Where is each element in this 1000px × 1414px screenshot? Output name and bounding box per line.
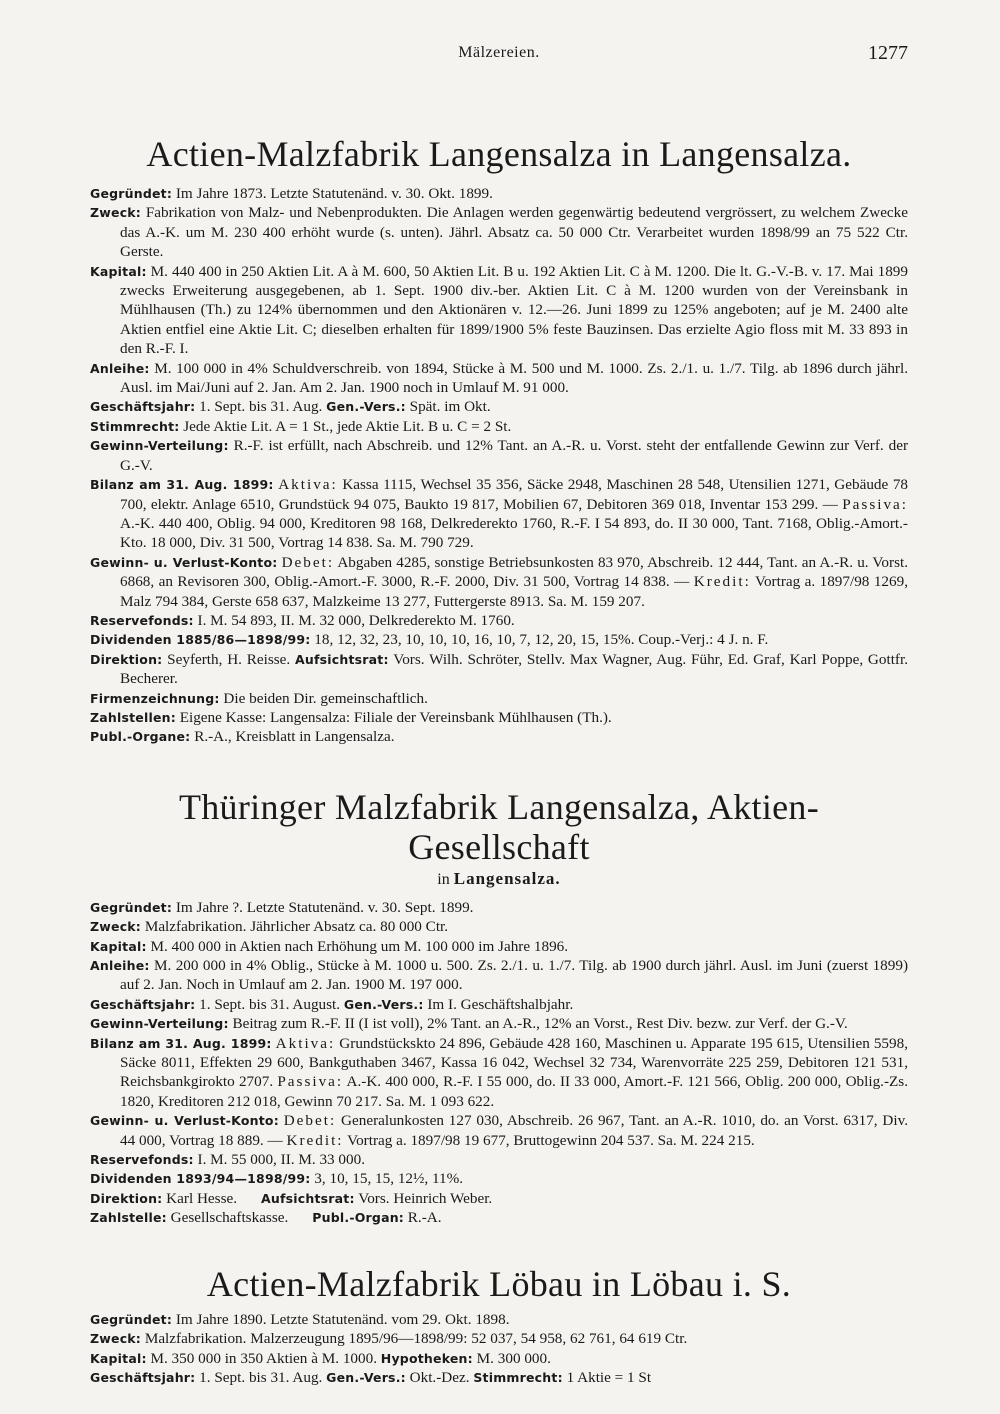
field-text: M. 200 000 in 4% Oblig., Stücke à M. 1000 u. 500. Zs. 2./1. u. 1./7. Tilg. ab 1900 durch jährl. Ausl. im Juni (zuerst 1899) auf 2. Jan. Noch in Umlauf am 2. Jan. 1900 M. 197 000. [120, 957, 909, 994]
field-label: Stimmrecht: [473, 1369, 563, 1385]
field-text: 18, 12, 32, 23, 10, 10, 10, 16, 10, 7, 12, 20, 15, 15%. Coup.-Verj.: 4 J. n. F. [314, 631, 769, 649]
field-label: Kapital: [90, 263, 147, 279]
field-anleihe [90, 359, 908, 398]
passiva-label: Passiva: [842, 495, 909, 513]
field-bilanz [90, 475, 908, 553]
section-title: Mälzereien. [458, 44, 540, 61]
field-reservefonds [90, 611, 908, 630]
field-text: M. 400 000 in Aktien nach Erhöhung um M. 100 000 im Jahre 1896. [150, 937, 569, 955]
field-gewinnkonto [90, 1111, 908, 1150]
field-label: Publ.-Organ: [312, 1210, 404, 1226]
aktiva-label: Aktiva: [278, 476, 338, 494]
page-number: 1277 [868, 42, 908, 64]
field-text: Okt.-Dez. [409, 1368, 470, 1386]
field-text: Malzfabrikation. Malzerzeugung 1895/96—1898/99: 52 037, 54 958, 62 761, 64 619 Ctr. [144, 1330, 688, 1348]
field-label: Anleihe: [90, 360, 150, 376]
field-label: Hypotheken: [380, 1350, 473, 1366]
field-text: Die beiden Dir. gemeinschaftlich. [223, 689, 428, 707]
field-label: Reservefonds: [90, 612, 194, 628]
field-label: Geschäftsjahr: [90, 1369, 196, 1385]
field-text: Vortrag a. 1897/98 19 677, Bruttogewinn 204 537. Sa. M. 224 215. [347, 1131, 755, 1149]
field-text: Gesellschaftskasse. [170, 1209, 289, 1227]
field-zahlstellen [90, 708, 908, 727]
field-label: Zweck: [90, 205, 142, 221]
field-text: M. 350 000 in 350 Aktien à M. 1000. [150, 1349, 377, 1367]
field-label: Gewinn-Verteilung: [90, 1016, 229, 1032]
entry-title-langensalza-actien: Actien-Malzfabrik Langensalza in Langensalza. [146, 134, 852, 174]
field-text: Spät. im Okt. [409, 398, 491, 416]
field-text: Karl Hesse. [166, 1189, 238, 1207]
field-text: R.-F. ist erfüllt, nach Abschreib. und 12% Tant. an A.-R. u. Vorst. steht der entfallende Gewinn zur Verf. der G.-V. [120, 437, 908, 474]
field-text: 1 Aktie = 1 St [566, 1368, 652, 1386]
field-label: Gegründet: [90, 1311, 173, 1327]
field-geschaeftsjahr [90, 1368, 908, 1387]
field-label: Gen.-Vers.: [326, 399, 406, 415]
field-label: Gen.-Vers.: [343, 996, 424, 1012]
field-label: Direktion: [90, 651, 163, 667]
field-zweck [90, 1329, 908, 1348]
field-label: Gen.-Vers.: [326, 1369, 406, 1385]
field-text: Im I. Geschäftshalbjahr. [427, 995, 574, 1013]
field-label: Zahlstelle: [90, 1210, 167, 1226]
field-label: Gewinn-Verteilung: [90, 438, 229, 454]
field-text: Vors. Wilh. Schröter, Stellv. Max Wagner, Aug. Führ, Ed. Graf, Karl Poppe, Gottfr. Becherer. [120, 650, 908, 688]
field-kapital [90, 1349, 908, 1368]
aktiva-label: Aktiva: [275, 1034, 336, 1052]
field-bilanz [90, 1034, 908, 1112]
field-text: 1. Sept. bis 31. Aug. [199, 398, 323, 416]
field-text: Grundstückskto 24 896, Gebäude 428 160, Maschinen u. Apparate 195 615, Utensilien 5598, Säcke 8011, Effekten 29 600, Bankguthaben 3467, Kassa 16 042, Wechsel 32 734, Warenvorräte 225 259, Debitoren 121 531, Reichsbankgirokto 2707. [120, 1034, 909, 1091]
field-label: Zahlstellen: [90, 709, 176, 725]
field-text: Fabrikation von Malz- und Nebenprodukten. Die Anlagen werden gegenwärtig bedeutend vergrössert, zu welchem Zwecke das A.-K. um M. 230 400 erhöht wurde (s. unten). Jährl. Absatz ca. 50 000 Ctr. Verarbeitet wurden 1898/99 an 75 522 Ctr. Gerste. [120, 204, 909, 261]
field-text: Beitrag zum R.-F. II (I ist voll), 2% Tant. an A.-R., 12% an Vorst., Rest Div. bezw. zur Verf. der G.-V. [232, 1015, 848, 1033]
field-label: Bilanz am 31. Aug. 1899: [90, 1035, 272, 1051]
field-label: Stimmrecht: [90, 418, 180, 434]
field-text: I. M. 54 893, II. M. 32 000, Delkrederekto M. 1760. [197, 611, 515, 629]
passiva-label: Passiva: [277, 1073, 344, 1091]
kredit-label: Kredit: [286, 1131, 344, 1149]
field-text: Eigene Kasse: Langensalza: Filiale der Vereinsbank Mühlhausen (Th.). [179, 708, 612, 726]
subtitle-place: Langensalza. [453, 868, 561, 888]
field-gegruendet [90, 184, 908, 203]
field-zweck [90, 203, 908, 261]
field-text: R.-A., Kreisblatt in Langensalza. [194, 728, 395, 746]
field-label: Anleihe: [90, 958, 150, 973]
field-label: Geschäftsjahr: [90, 399, 196, 415]
field-text: Jede Aktie Lit. A = 1 St., jede Aktie Lit. B u. C = 2 St. [183, 417, 512, 435]
field-direktion [90, 650, 908, 689]
field-text: Im Jahre 1873. Letzte Statutenänd. v. 30. Okt. 1899. [175, 185, 493, 202]
field-label: Publ.-Organe: [90, 729, 191, 745]
field-gegruendet [90, 1310, 908, 1329]
field-geschaeftsjahr [90, 995, 908, 1014]
field-gegruendet [90, 898, 908, 917]
field-text: Malzfabrikation. Jährlicher Absatz ca. 80 000 Ctr. [144, 918, 449, 936]
entry-title-loebau: Actien-Malzfabrik Löbau in Löbau i. S. [206, 1263, 792, 1304]
entry-subtitle [90, 869, 908, 890]
field-label: Gewinn- u. Verlust-Konto: [90, 554, 278, 570]
entry-langensalza-actien [90, 184, 908, 747]
field-label: Gewinn- u. Verlust-Konto: [90, 1113, 279, 1129]
field-text: M. 440 400 in 250 Aktien Lit. A à M. 600, 50 Aktien Lit. B u. 192 Aktien Lit. C à M. 1200. Die lt. G.-V.-B. v. 17. Mai 1899 zwecks Erweiterung ausgegebenen, ab 1. Sept. 1900 div.-ber. Aktien Lit. C à M. 1200 wurden von der Vereinsbank in Mühlhausen (Th.) zu 124% übernommen und den Aktionären v. 12.—26. Juni 1899 zu 125% angeboten; auf je M. 2400 alte Aktien entfiel eine Aktie Lit. C; dieselben erhalten für 1899/1900 5% feste Bauzinsen. Das erzielte Agio floss mit M. 33 893 in den R.-F. I. [120, 262, 908, 358]
field-text: Im Jahre 1890. Letzte Statutenänd. vom 29. Okt. 1898. [175, 1310, 510, 1328]
field-kapital [90, 262, 908, 359]
subtitle-prefix: in [437, 870, 450, 888]
field-dividenden [90, 630, 908, 649]
field-label: Zweck: [90, 919, 142, 935]
field-kapital [90, 937, 908, 956]
field-text: Im Jahre ?. Letzte Statutenänd. v. 30. Sept. 1899. [175, 898, 474, 916]
debet-label: Debet: [281, 553, 335, 571]
field-reservefonds [90, 1150, 908, 1169]
entry-thueringer [90, 898, 908, 1228]
field-text: Generalunkosten 127 030, Abschreib. 26 967, Tant. an A.-R. 1010, do. an Vorst. 6317, Div. 44 000, Vortrag 18 889. — [120, 1112, 909, 1149]
field-zweck [90, 917, 908, 936]
field-direktion [90, 1189, 908, 1208]
field-label: Firmenzeichnung: [90, 690, 220, 706]
entry-title-thueringer: Thüringer Malzfabrik Langensalza, Aktien-Gesellschaft [178, 786, 820, 867]
field-firmenzeichnung [90, 689, 908, 708]
field-label: Zweck: [90, 1331, 142, 1347]
field-label: Gegründet: [90, 899, 173, 915]
field-text: A.-K. 440 400, Oblig. 94 000, Kreditoren 98 168, Delkrederekto 1760, R.-F. I 54 893, do. II 30 000, Tant. 7168, Oblig.-Amort.-Kto. 18 000, Div. 31 500, Vortrag 14 838. Sa. M. 790 729. [120, 514, 908, 552]
kredit-label: Kredit: [693, 573, 751, 591]
field-text: A.-K. 400 000, R.-F. I 55 000, do. II 33 000, Amort.-F. 121 566, Oblig. 200 000, Oblig.-Zs. 1820, Kreditoren 212 018, Gewinn 70 217. Sa. M. 1 093 622. [120, 1073, 908, 1110]
field-text: 3, 10, 15, 15, 12½, 11%. [314, 1170, 464, 1188]
running-header [90, 44, 908, 78]
field-label: Reservefonds: [90, 1152, 194, 1168]
field-gewinnkonto [90, 553, 908, 611]
field-label: Geschäftsjahr: [90, 996, 196, 1012]
field-gewinnverteilung [90, 1014, 908, 1033]
field-text: M. 300 000. [476, 1349, 551, 1367]
field-label: Kapital: [90, 1350, 147, 1366]
debet-label: Debet: [283, 1112, 337, 1130]
field-label: Aufsichtsrat: [261, 1190, 355, 1206]
field-text: 1. Sept. bis 31. August. [199, 995, 341, 1013]
field-publorgane [90, 727, 908, 746]
field-text: Abgaben 4285, sonstige Betriebsunkosten 83 970, Abschreib. 12 444, Tant. an A.-R. u. Vorst. 6868, an Revisoren 300, Oblig.-Amort.-F. 3000, R.-F. 2000, Div. 31 500, Vortrag 14 838. — [120, 553, 908, 591]
field-text: Vors. Heinrich Weber. [358, 1189, 493, 1207]
field-label: Dividenden 1893/94—1898/99: [90, 1171, 311, 1187]
entry-loebau [90, 1310, 908, 1388]
field-stimmrecht [90, 417, 908, 436]
field-gewinnverteilung [90, 436, 908, 475]
field-text: Seyferth, H. Reisse. [167, 650, 291, 668]
field-label: Gegründet: [90, 186, 173, 201]
field-text: R.-A. [407, 1209, 442, 1227]
field-label: Aufsichtsrat: [295, 651, 389, 667]
field-text: Kassa 1115, Wechsel 35 356, Säcke 2948, Maschinen 28 548, Utensilien 1271, Gebäude 78 700, elektr. Anlage 6510, Grundstück 94 075, Baukto 19 817, Mobilien 67, Debitoren 369 018, Inventar 153 299. — [120, 476, 909, 513]
field-label: Kapital: [90, 938, 147, 954]
field-anleihe [90, 956, 908, 995]
field-text: I. M. 55 000, II. M. 33 000. [197, 1151, 366, 1169]
field-label: Bilanz am 31. Aug. 1899: [90, 477, 274, 493]
field-text: M. 100 000 in 4% Schuldverschreib. von 1894, Stücke à M. 500 und M. 1000. Zs. 2./1. u. 1./7. Tilg. ab 1896 durch jährl. Ausl. im Mai/Juni auf 2. Jan. Am 2. Jan. 1900 noch in Umlauf M. 91 000. [120, 359, 908, 397]
field-text: 1. Sept. bis 31. Aug. [199, 1368, 323, 1386]
field-zahlstelle [90, 1208, 908, 1227]
field-text: Vortrag a. 1897/98 1269, Malz 794 384, Gerste 658 637, Malzkeime 13 277, Futtergerste 8913. Sa. M. 159 207. [120, 573, 909, 610]
field-label: Dividenden 1885/86—1898/99: [90, 632, 311, 648]
field-geschaeftsjahr [90, 397, 908, 416]
field-label: Direktion: [90, 1190, 163, 1206]
field-dividenden [90, 1169, 908, 1188]
